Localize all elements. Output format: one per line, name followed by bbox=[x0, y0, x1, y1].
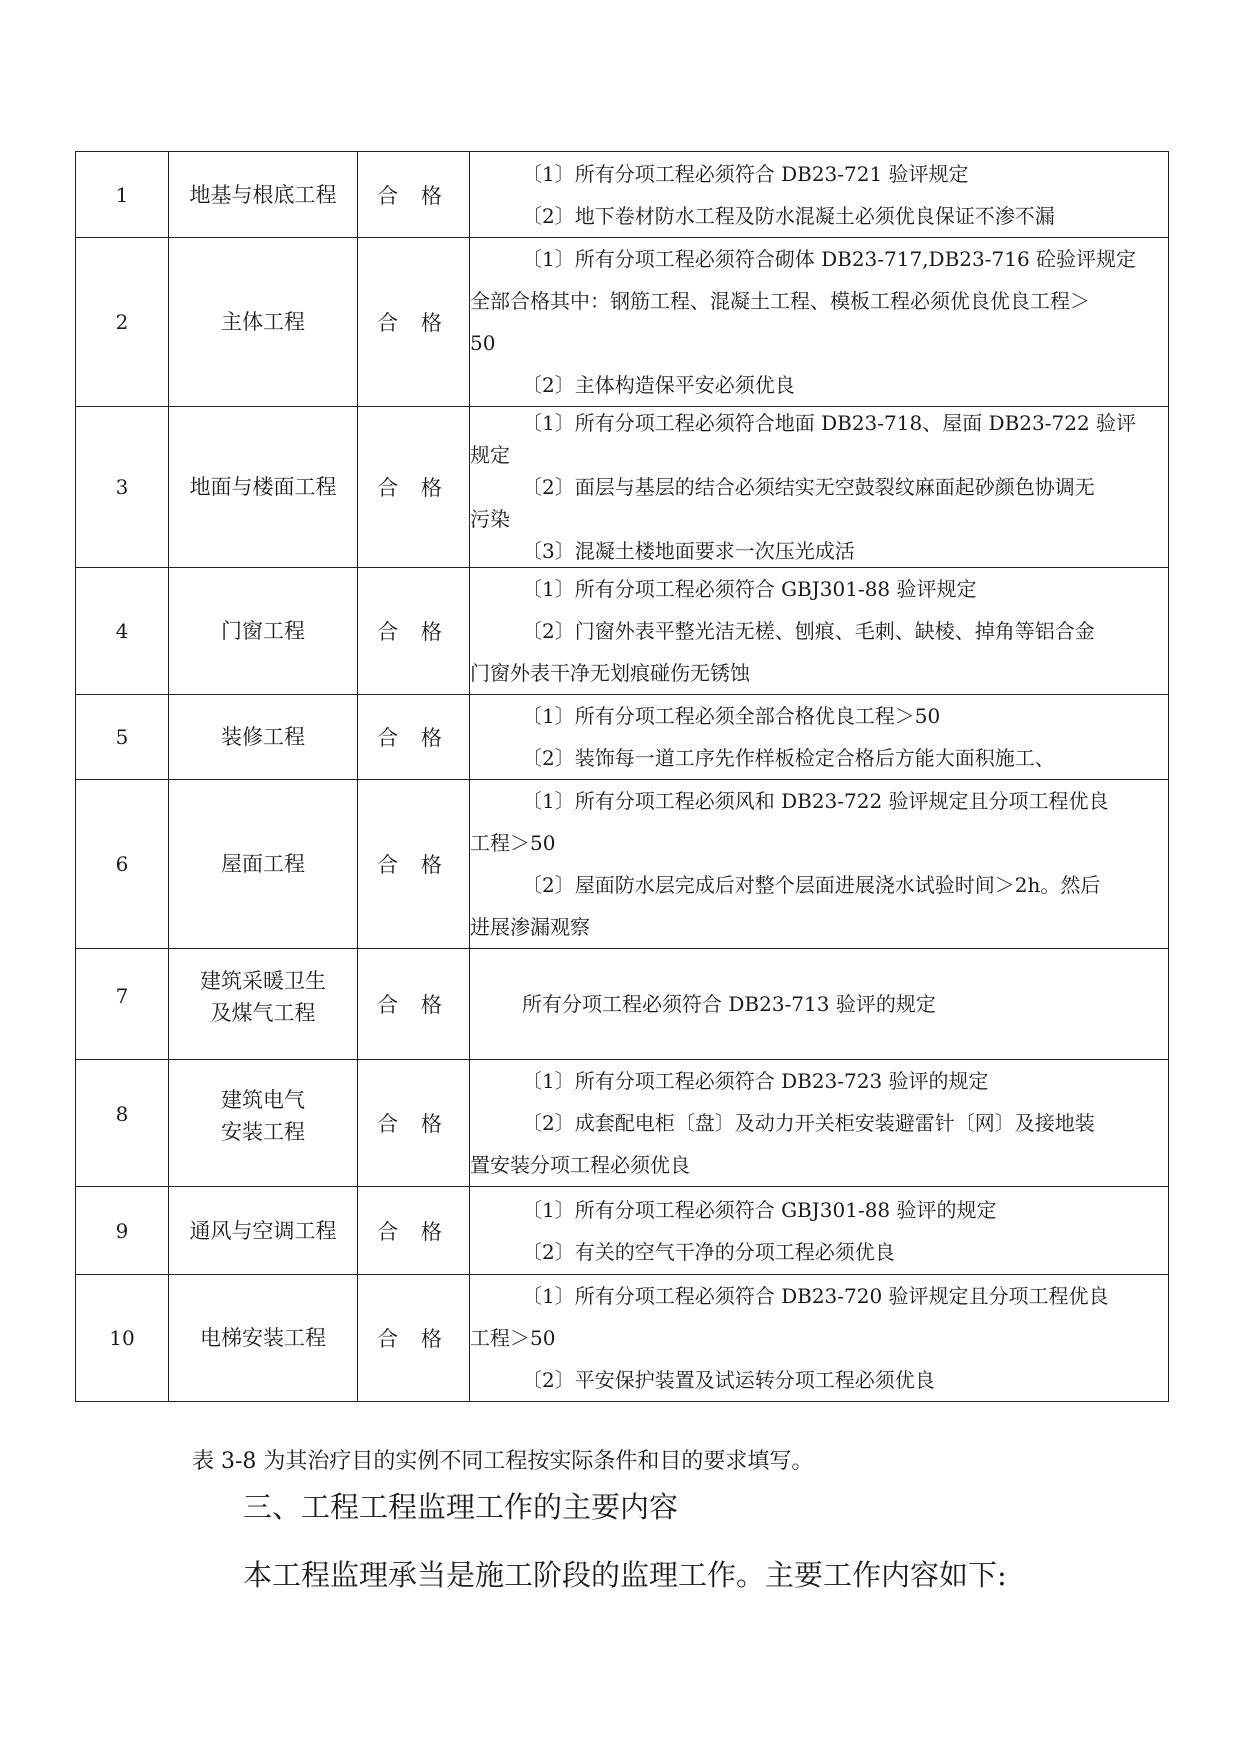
requirement-line: 〔3〕混凝土楼地面要求一次压光成活 bbox=[522, 539, 855, 563]
quality-grade: 合 格 bbox=[358, 152, 470, 238]
requirement-line: 〔1〕所有分项工程必须符合 DB23-723 验评的规定 bbox=[522, 1069, 989, 1093]
project-name-line: 地基与根底工程 bbox=[189, 182, 337, 207]
project-name-line: 门窗工程 bbox=[221, 619, 305, 643]
acceptance-criteria-table bbox=[75, 151, 1169, 1402]
requirements bbox=[470, 152, 1169, 238]
table-row bbox=[76, 780, 1169, 949]
requirement-line: 〔2〕成套配电柜〔盘〕及动力开关柜安装避雷针〔网〕及接地装 bbox=[522, 1111, 1095, 1135]
table-row bbox=[76, 1187, 1169, 1275]
project-name bbox=[169, 949, 358, 1060]
row-number bbox=[76, 238, 169, 407]
requirements bbox=[470, 949, 1169, 1060]
table-body bbox=[76, 152, 1169, 1402]
table-row bbox=[76, 1275, 1169, 1402]
requirement-line: 50 bbox=[470, 331, 496, 355]
row-number-text: 5 bbox=[115, 725, 129, 749]
project-name bbox=[169, 407, 358, 568]
project-name-wrap bbox=[169, 615, 357, 647]
project-name bbox=[169, 1275, 358, 1402]
requirement-line: 〔2〕面层与基层的结合必须结实无空鼓裂纹麻面起砂颜色协调无 bbox=[522, 475, 1095, 499]
row-number bbox=[76, 695, 169, 780]
quality-grade: 合 格 bbox=[358, 407, 470, 568]
requirement-line: 〔2〕地下卷材防水工程及防水混凝土必须优良保证不渗不漏 bbox=[522, 203, 1055, 228]
requirement-line: 规定 bbox=[470, 443, 510, 467]
table-row bbox=[76, 949, 1169, 1060]
requirement-line: 〔2〕平安保护装置及试运转分项工程必须优良 bbox=[522, 1368, 935, 1392]
requirements bbox=[470, 568, 1169, 695]
project-name-line: 地面与楼面工程 bbox=[189, 475, 337, 499]
row-number-text: 7 bbox=[115, 984, 129, 1008]
requirements bbox=[470, 695, 1169, 780]
table-row bbox=[76, 152, 1169, 238]
project-name bbox=[169, 695, 358, 780]
project-name-wrap bbox=[169, 1215, 357, 1247]
requirements bbox=[470, 1275, 1169, 1402]
requirement-line: 污染 bbox=[470, 507, 510, 531]
project-name bbox=[169, 780, 358, 949]
table-row bbox=[76, 407, 1169, 568]
requirements bbox=[470, 407, 1169, 568]
requirement-line: 〔2〕屋面防水层完成后对整个层面进展浇水试验时间＞2h。然后 bbox=[522, 873, 1101, 897]
row-number-text: 8 bbox=[115, 1102, 129, 1126]
project-name-wrap bbox=[169, 179, 357, 211]
requirement-line: 工程＞50 bbox=[470, 831, 556, 855]
row-number-text: 4 bbox=[115, 619, 129, 643]
project-name-line: 及煤气工程 bbox=[210, 1001, 316, 1025]
row-number bbox=[76, 568, 169, 695]
project-name-wrap bbox=[169, 1322, 357, 1354]
project-name-line: 主体工程 bbox=[221, 310, 305, 334]
table-row bbox=[76, 568, 1169, 695]
requirement-line: 〔1〕所有分项工程必须符合 GBJ301-88 验评的规定 bbox=[522, 1197, 997, 1222]
quality-grade: 合 格 bbox=[358, 238, 470, 407]
table-caption: 表 3-8 为其治疗目的实例不同工程按实际条件和目的要求填写。 bbox=[192, 1449, 814, 1474]
project-name bbox=[169, 1187, 358, 1275]
requirement-line: 置安装分项工程必须优良 bbox=[470, 1153, 690, 1177]
project-name-wrap bbox=[169, 1084, 357, 1148]
row-number bbox=[76, 1275, 169, 1402]
project-name-wrap bbox=[169, 721, 357, 753]
requirement-line: 〔2〕主体构造保平安必须优良 bbox=[522, 373, 795, 397]
row-number-text: 6 bbox=[115, 852, 129, 876]
project-name bbox=[169, 238, 358, 407]
requirement-line: 〔1〕所有分项工程必须符合 GBJ301-88 验评规定 bbox=[522, 577, 977, 601]
row-number bbox=[76, 152, 169, 238]
requirement-line: 进展渗漏观察 bbox=[470, 915, 590, 939]
requirement-line: 〔2〕有关的空气干净的分项工程必须优良 bbox=[522, 1239, 895, 1264]
requirement-line: 〔1〕所有分项工程必须符合 DB23-721 验评规定 bbox=[522, 161, 969, 186]
requirement-line: 〔1〕所有分项工程必须符合砌体 DB23-717,DB23-716 砼验评规定 bbox=[522, 247, 1137, 271]
requirement-line: 〔1〕所有分项工程必须符合 DB23-720 验评规定且分项工程优良 bbox=[522, 1284, 1109, 1308]
project-name-line: 建筑电气 bbox=[221, 1088, 305, 1112]
requirement-line: 〔1〕所有分项工程必须符合地面 DB23-718、屋面 DB23-722 验评 bbox=[522, 411, 1137, 435]
quality-grade: 合 格 bbox=[358, 780, 470, 949]
requirements bbox=[470, 780, 1169, 949]
quality-grade: 合 格 bbox=[358, 949, 470, 1060]
project-name-line: 安装工程 bbox=[221, 1120, 305, 1144]
row-number-text: 3 bbox=[115, 475, 129, 499]
requirement-line: 〔2〕门窗外表平整光洁无槎、刨痕、毛刺、缺棱、掉角等铝合金 bbox=[522, 619, 1095, 643]
requirement-line: 〔2〕装饰每一道工序先作样板检定合格后方能大面积施工、 bbox=[522, 746, 1055, 770]
table-row bbox=[76, 1060, 1169, 1187]
quality-grade: 合 格 bbox=[358, 1187, 470, 1275]
requirements bbox=[470, 1060, 1169, 1187]
quality-grade: 合 格 bbox=[358, 1060, 470, 1187]
row-number-text: 2 bbox=[115, 310, 129, 334]
project-name bbox=[169, 1060, 358, 1187]
project-name-wrap bbox=[169, 965, 357, 1029]
requirements bbox=[470, 1187, 1169, 1275]
project-name-line: 通风与空调工程 bbox=[189, 1218, 337, 1243]
requirement-line: 所有分项工程必须符合 DB23-713 验评的规定 bbox=[522, 992, 936, 1016]
requirement-line: 门窗外表干净无划痕碰伤无锈蚀 bbox=[470, 661, 750, 685]
row-number-text: 10 bbox=[109, 1326, 135, 1350]
project-name-line: 建筑采暖卫生 bbox=[200, 969, 326, 993]
row-number bbox=[76, 407, 169, 568]
body-paragraph: 本工程监理承当是施工阶段的监理工作。主要工作内容如下: bbox=[243, 1558, 1007, 1592]
quality-grade: 合 格 bbox=[358, 568, 470, 695]
quality-grade: 合 格 bbox=[358, 695, 470, 780]
row-number-text: 9 bbox=[115, 1218, 129, 1243]
project-name bbox=[169, 568, 358, 695]
project-name-line: 电梯安装工程 bbox=[200, 1326, 326, 1350]
project-name-wrap bbox=[169, 848, 357, 880]
project-name-line: 装修工程 bbox=[221, 725, 305, 749]
section-heading: 三、工程工程监理工作的主要内容 bbox=[243, 1490, 679, 1524]
row-number bbox=[76, 1187, 169, 1275]
table-row bbox=[76, 695, 1169, 780]
row-number bbox=[76, 1060, 169, 1187]
project-name-wrap bbox=[169, 471, 357, 503]
row-number bbox=[76, 949, 169, 1060]
project-name bbox=[169, 152, 358, 238]
requirements bbox=[470, 238, 1169, 407]
row-number-text: 1 bbox=[115, 182, 129, 207]
row-number bbox=[76, 780, 169, 949]
requirement-line: 工程＞50 bbox=[470, 1326, 556, 1350]
requirement-line: 〔1〕所有分项工程必须风和 DB23-722 验评规定且分项工程优良 bbox=[522, 789, 1109, 813]
table-row bbox=[76, 238, 1169, 407]
project-name-wrap bbox=[169, 306, 357, 338]
project-name-line: 屋面工程 bbox=[221, 852, 305, 876]
requirement-line: 全部合格其中：钢筋工程、混凝土工程、模板工程必须优良优良工程＞ bbox=[470, 289, 1090, 313]
requirement-line: 〔1〕所有分项工程必须全部合格优良工程＞50 bbox=[522, 704, 941, 728]
quality-grade: 合 格 bbox=[358, 1275, 470, 1402]
